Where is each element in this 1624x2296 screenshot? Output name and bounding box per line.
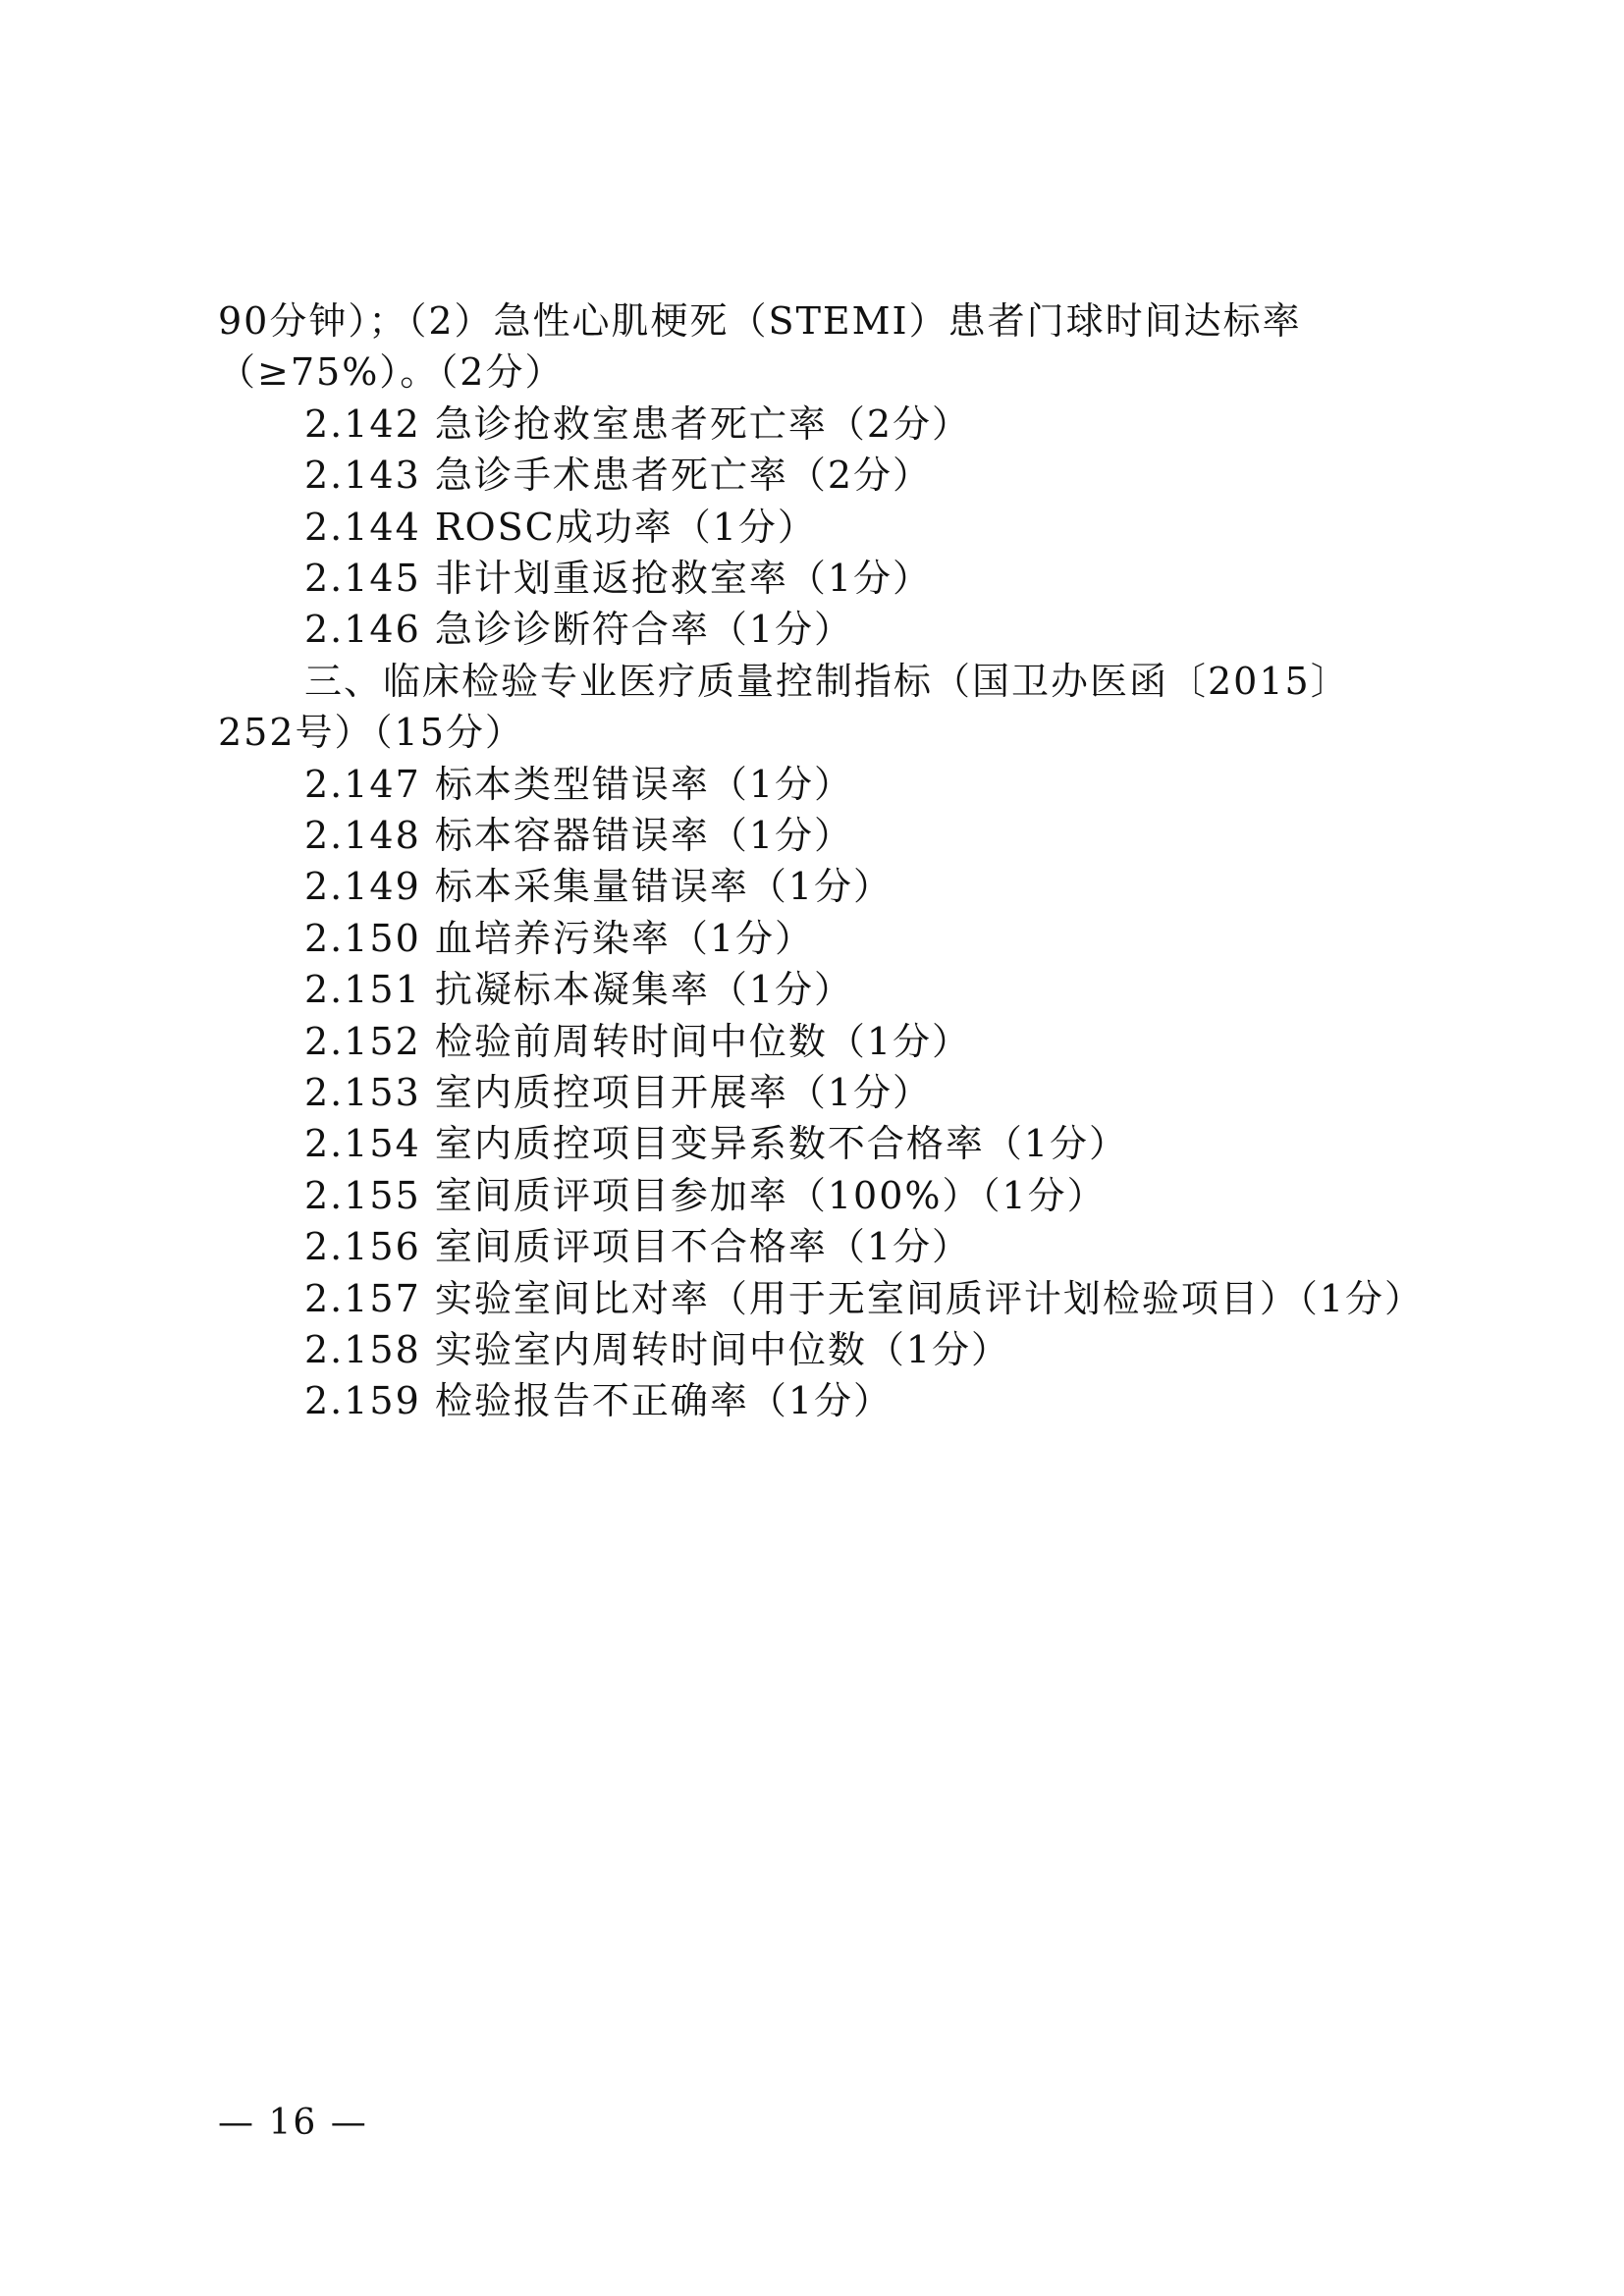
body-line: 2.156 室间质评项目不合格率（1分） <box>304 1225 972 1269</box>
body-line: 2.144 ROSC成功率（1分） <box>304 505 817 549</box>
body-line: 252号）（15分） <box>218 711 524 755</box>
body-line: 2.151 抗凝标本凝集率（1分） <box>304 968 854 1012</box>
body-line: 2.153 室内质控项目开展率（1分） <box>304 1071 933 1114</box>
body-line: 三、临床检验专业医疗质量控制指标（国卫办医函〔2015〕 <box>304 659 1350 703</box>
body-line: 2.147 标本类型错误率（1分） <box>304 762 854 806</box>
body-line: 2.146 急诊诊断符合率（1分） <box>304 608 854 652</box>
body-line: 2.149 标本采集量错误率（1分） <box>304 865 893 909</box>
body-line: 2.157 实验室间比对率（用于无室间质评计划检验项目）（1分） <box>304 1276 1425 1320</box>
body-line: 2.154 室内质控项目变异系数不合格率（1分） <box>304 1122 1129 1166</box>
body-line: 90分钟）；（2）急性心肌梗死（STEMI）患者门球时间达标率 <box>218 299 1302 343</box>
body-line: 2.145 非计划重返抢救室率（1分） <box>304 557 933 600</box>
body-line: 2.150 血培养污染率（1分） <box>304 916 815 960</box>
body-line: 2.155 室间质评项目参加率（100%）（1分） <box>304 1173 1107 1217</box>
body-line: 2.148 标本容器错误率（1分） <box>304 814 854 857</box>
body-line: 2.142 急诊抢救室患者死亡率（2分） <box>304 401 972 446</box>
body-line: 2.152 检验前周转时间中位数（1分） <box>304 1019 972 1063</box>
body-line: （≥75%）。（2分） <box>218 350 565 395</box>
body-line: 2.159 检验报告不正确率（1分） <box>304 1379 893 1423</box>
body-line: 2.143 急诊手术患者死亡率（2分） <box>304 454 933 498</box>
page-number: — 16 — <box>218 2103 368 2143</box>
body-line: 2.158 实验室内周转时间中位数（1分） <box>304 1328 1011 1371</box>
